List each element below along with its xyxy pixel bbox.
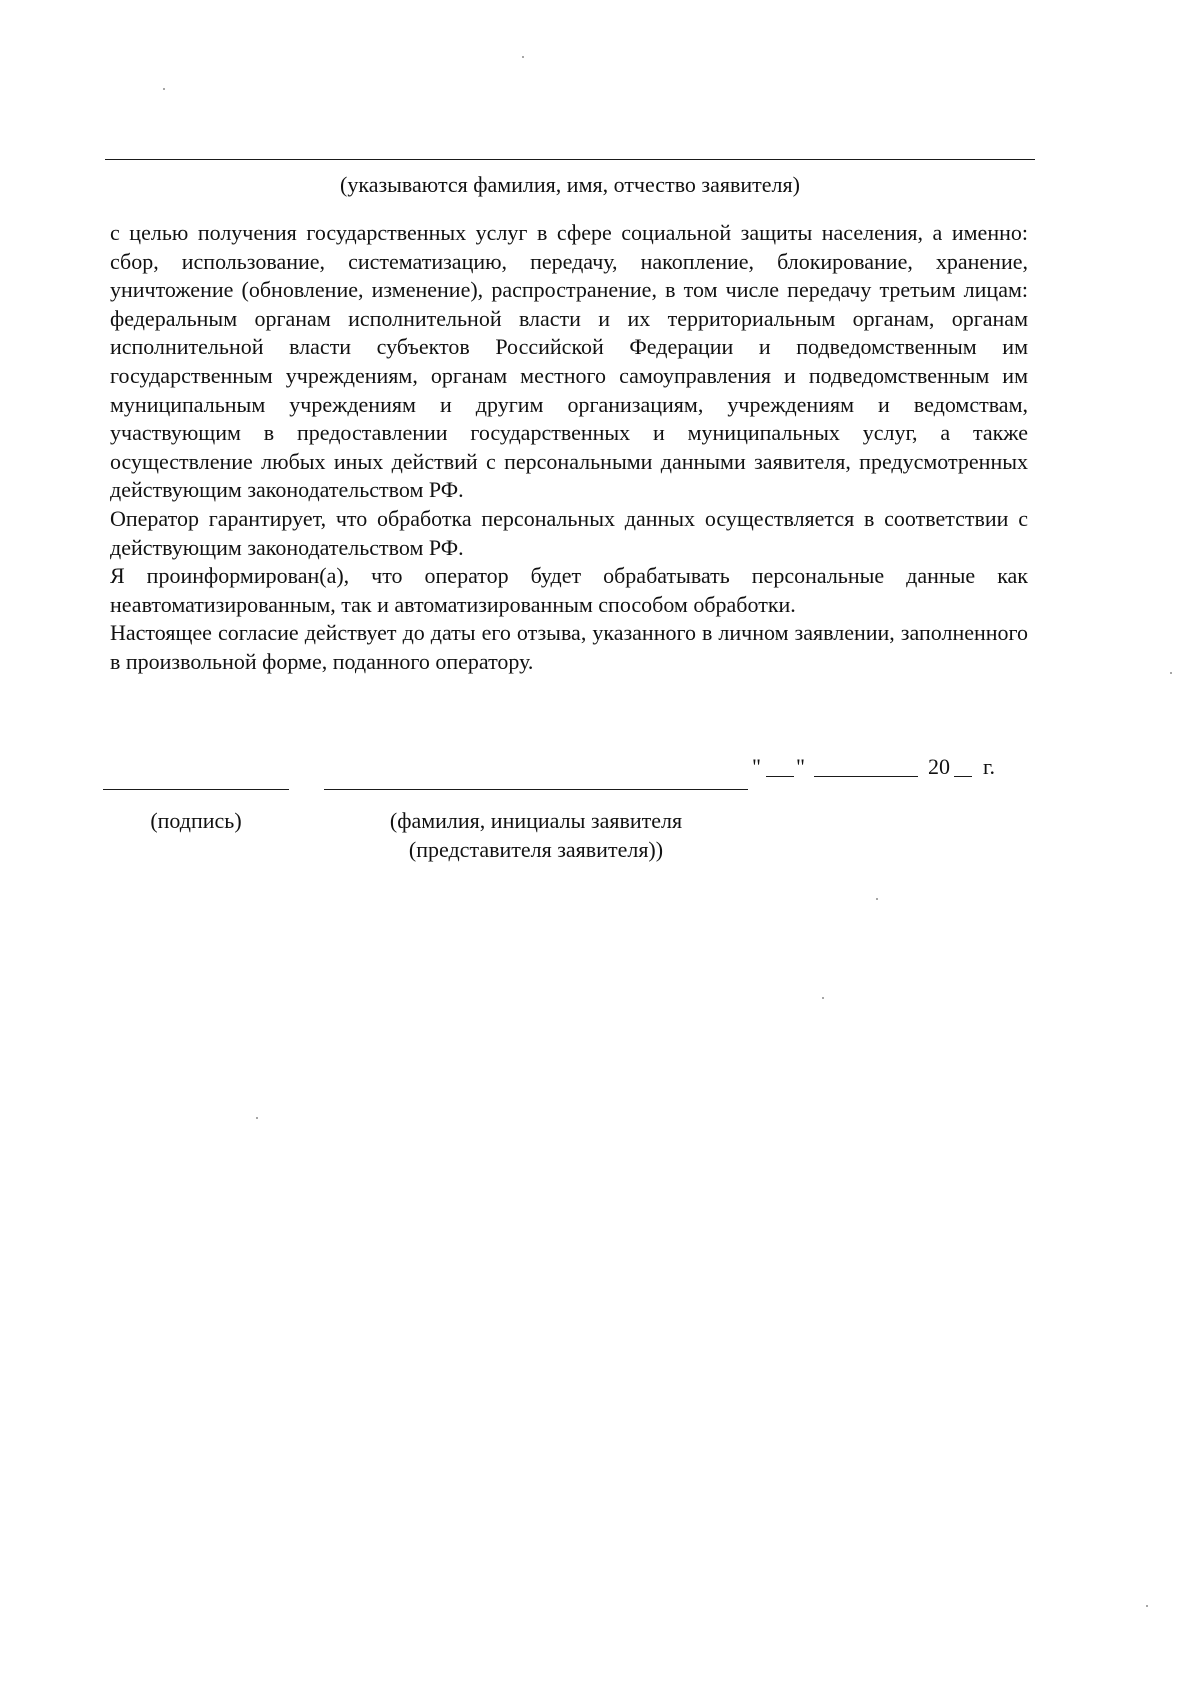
applicant-initials-caption-line2: (представителя заявителя)) <box>408 837 664 862</box>
date-open-quote: " <box>752 754 761 779</box>
signature-caption <box>103 806 289 835</box>
date-day-blank <box>766 776 794 777</box>
consent-text <box>110 219 1028 677</box>
date-year-suffix: г. <box>983 754 996 779</box>
consent-paragraph-processing: Я проинформирован(а), что оператор будет обрабатывать персональные данные как неавтоматизированным, так и автоматизированным способом обработки. <box>110 563 1028 617</box>
applicant-name-line <box>105 159 1035 160</box>
date-year-blank <box>954 776 972 777</box>
applicant-name-caption: (указываются фамилия, имя, отчество заявителя) <box>340 172 800 197</box>
scan-speck <box>256 1117 258 1119</box>
scan-speck <box>522 56 524 58</box>
consent-paragraph-purpose: с целью получения государственных услуг в сфере социальной защиты населения, а именно: сбор, использование, систематизацию, передачу, накопление, блокирование, хранение, уничтожение (обновление, изменение), распространение, в том числе передачу третьим лицам: федеральным органам исполнительной власти и их территориальным органам, органам исполнительной власти субъектов Российской Федерации и подведомственным им государственным учреждениям, органам местного самоуправления и подведомственным им муниципальным учреждениям и другим организациям, учреждениям и ведомствам, участвующим в предоставлении государственных и муниципальных услуг, а также осуществление любых иных действий с персональными данными заявителя, предусмотренных действующим законодательством РФ. <box>110 220 1028 503</box>
scan-speck <box>876 898 878 900</box>
scan-speck <box>163 88 165 90</box>
date-year-prefix: 20 <box>928 754 950 779</box>
signature-caption-text: (подпись) <box>150 808 242 833</box>
date-close-quote: " <box>796 754 805 779</box>
date-month-blank <box>814 776 918 777</box>
signature-line <box>103 789 289 790</box>
scan-speck <box>822 997 824 999</box>
applicant-initials-line <box>324 789 748 790</box>
applicant-initials-caption-line1: (фамилия, инициалы заявителя <box>389 808 683 833</box>
date-field <box>752 752 1002 786</box>
scan-speck <box>1146 1605 1148 1607</box>
consent-paragraph-guarantee: Оператор гарантирует, что обработка персональных данных осуществляется в соответствии с действующим законодательством РФ. <box>110 505 1028 560</box>
applicant-initials-caption <box>324 806 748 864</box>
scan-speck <box>1170 672 1172 674</box>
consent-paragraph-validity: Настоящее согласие действует до даты его отзыва, указанного в личном заявлении, заполненного в произвольной форме, поданного оператору. <box>110 620 1028 674</box>
